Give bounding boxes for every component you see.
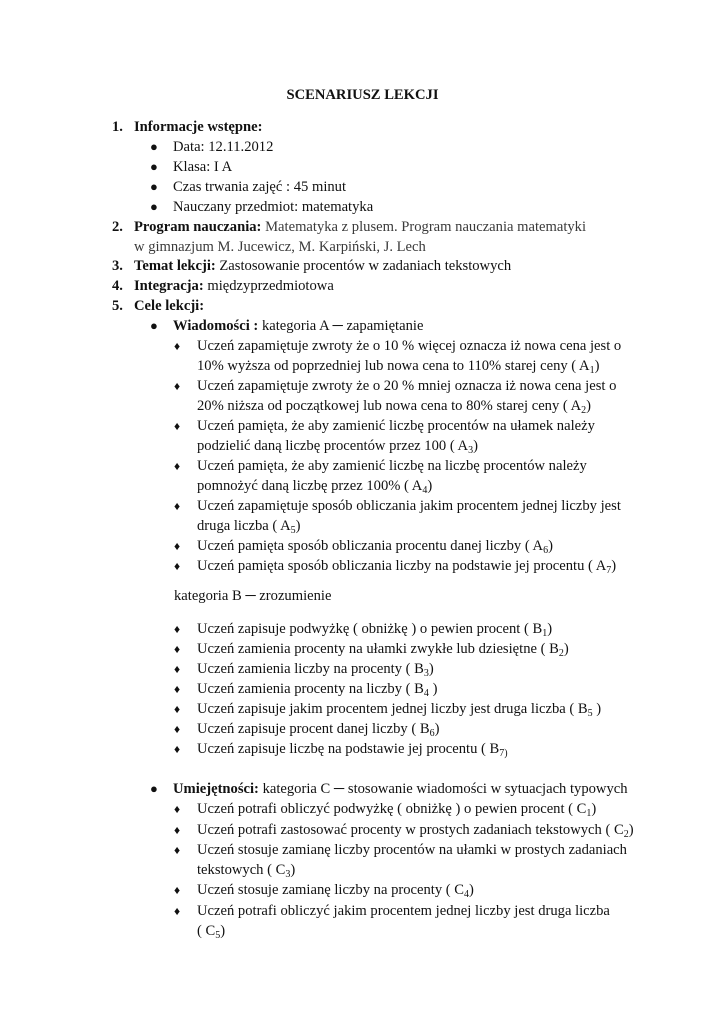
bullet-icon: ●: [150, 139, 158, 154]
diamond-bullet-icon: ♦: [174, 802, 181, 816]
list-item-text: Uczeń zamienia procenty na ułamki zwykłe lub dziesiętne ( B: [197, 641, 559, 657]
section-heading: Integracja:: [134, 278, 204, 294]
list-item-text: Uczeń pamięta, że aby zamienić liczbę na liczbę procentów należy: [197, 458, 587, 474]
list-item-text: Uczeń zapamiętuje zwroty że o 20 % mniej oznacza iż nowa cena jest o: [197, 378, 617, 394]
section-3: [112, 256, 511, 276]
subscript: 4: [464, 889, 470, 900]
list-item-tail: ): [220, 923, 226, 939]
list-item-text: Uczeń stosuje zamianę liczby procentów na ułamki w prostych zadaniach: [197, 842, 627, 858]
subscript: 7: [606, 565, 612, 576]
subscript: 6: [543, 545, 549, 556]
bullet-icon: ●: [150, 318, 158, 333]
section-text: Zastosowanie procentów w zadaniach tekstowych: [219, 258, 512, 274]
list-item-text: Uczeń stosuje zamianę liczby na procenty ( C: [197, 882, 465, 898]
page-title: SCENARIUSZ LEKCJI: [286, 87, 439, 103]
diamond-bullet-icon: ♦: [174, 722, 181, 736]
category-b-label: kategoria B ─ zrozumienie: [174, 588, 332, 604]
info-item-text: Nauczany przedmiot: matematyka: [173, 199, 374, 215]
list-item-tail: ): [594, 358, 600, 374]
subscript: 1: [542, 628, 548, 639]
list-item-tail: ): [428, 681, 438, 697]
section-number: 1.: [112, 119, 123, 135]
subscript: 6: [429, 728, 435, 739]
list-item-tail: ): [427, 478, 433, 494]
subscript: 4: [423, 688, 429, 699]
list-item-tail: ): [428, 661, 434, 677]
diamond-bullet-icon: ♦: [174, 843, 181, 857]
goal-group-label: Wiadomości :: [173, 318, 259, 334]
list-item-tail: ): [548, 538, 553, 554]
section-number: 2.: [112, 219, 123, 235]
list-item-text: Uczeń pamięta sposób obliczania procentu danej liczby ( A: [197, 538, 544, 554]
section-number: 3.: [112, 258, 123, 274]
diamond-bullet-icon: ♦: [174, 459, 181, 473]
list-item-tail: ): [434, 721, 440, 737]
section-2: [112, 217, 586, 237]
section-number: 5.: [112, 298, 123, 314]
section-heading: Informacje wstępne:: [134, 119, 263, 135]
section-5: [112, 296, 204, 316]
list-item-text: 10% wyższa od poprzedniej lub nowa cena to 110% starej ceny ( A: [197, 358, 590, 374]
list-item-tail: ): [592, 701, 602, 717]
diamond-bullet-icon: ♦: [174, 339, 181, 353]
bullet-icon: ●: [150, 781, 158, 796]
diamond-bullet-icon: ♦: [174, 662, 181, 676]
section-1: [112, 117, 262, 137]
list-item-tail: ): [547, 621, 553, 637]
list-item-text: Uczeń pamięta, że aby zamienić liczbę procentów na ułamek należy: [197, 418, 595, 434]
section-heading: Temat lekcji:: [134, 258, 216, 274]
list-item-text: Uczeń zapamiętuje zwroty że o 10 % więcej oznacza iż nowa cena jest o: [197, 338, 622, 354]
section-4: [112, 276, 334, 296]
info-item-text: Klasa: I A: [173, 159, 233, 175]
diamond-bullet-icon: ♦: [174, 904, 181, 918]
subscript: 4: [422, 485, 428, 496]
list-item-text: podzielić daną liczbę procentów przez 100 ( A: [197, 438, 469, 454]
section-heading: Cele lekcji:: [134, 298, 205, 314]
subscript: 1: [586, 808, 592, 819]
info-item-text: Data: 12.11.2012: [173, 139, 274, 155]
section-number: 4.: [112, 278, 123, 294]
list-item-text: pomnożyć daną liczbę przez 100% ( A: [197, 478, 423, 494]
list-item-text: Uczeń zapamiętuje sposób obliczania jakim procentem jednej liczby jest: [197, 498, 621, 514]
list-item-tail: ): [469, 882, 474, 898]
section-text-continued: w gimnazjum M. Jucewicz, M. Karpiński, J. Lech: [134, 239, 426, 255]
list-item-text: Uczeń zapisuje procent danej liczby ( B: [197, 721, 430, 737]
list-item-text: Uczeń potrafi zastosować procenty w prostych zadaniach tekstowych ( C: [197, 822, 624, 838]
list-item-text: tekstowych ( C: [197, 862, 286, 878]
list-item-text: Uczeń zapisuje jakim procentem jednej liczby jest druga liczba ( B: [197, 701, 588, 717]
diamond-bullet-icon: ♦: [174, 742, 181, 756]
list-item-tail: ): [295, 518, 301, 534]
subscript: 5: [290, 525, 296, 536]
list-item-text: Uczeń zapisuje podwyżkę ( obniżkę ) o pewien procent ( B: [197, 621, 543, 637]
goal-group-label: Umiejętności:: [173, 781, 259, 797]
diamond-bullet-icon: ♦: [174, 642, 181, 656]
diamond-bullet-icon: ♦: [174, 823, 181, 837]
section-heading: Program nauczania:: [134, 219, 262, 235]
info-item-text: Czas trwania zajęć : 45 minut: [173, 179, 347, 195]
subscript: 3: [285, 869, 291, 880]
list-item-text: Uczeń pamięta sposób obliczania liczby na podstawie jej procentu ( A: [197, 558, 607, 574]
goal-group-category: kategoria A ─ zapamiętanie: [261, 318, 424, 334]
list-item-text: Uczeń potrafi obliczyć jakim procentem jednej liczby jest druga liczba: [197, 903, 610, 919]
diamond-bullet-icon: ♦: [174, 622, 181, 636]
diamond-bullet-icon: ♦: [174, 883, 181, 897]
list-item-tail: ): [473, 438, 478, 454]
list-item-tail: ): [611, 558, 617, 574]
bullet-icon: ●: [150, 159, 158, 174]
diamond-bullet-icon: ♦: [174, 702, 181, 716]
diamond-bullet-icon: ♦: [174, 539, 181, 553]
diamond-bullet-icon: ♦: [174, 419, 181, 433]
subscript: 1: [589, 365, 595, 376]
list-item-text: 20% niższa od początkowej lub nowa cena to 80% starej ceny ( A: [197, 398, 582, 414]
diamond-bullet-icon: ♦: [174, 682, 181, 696]
subscript: 3: [423, 668, 429, 679]
subscript: 5: [587, 708, 593, 719]
list-item-text: druga liczba ( A: [197, 518, 291, 534]
subscript: 7): [499, 748, 508, 759]
subscript: 5: [215, 930, 221, 941]
list-item-tail: ): [290, 862, 296, 878]
section-text: Matematyka z plusem. Program nauczania matematyki: [265, 219, 587, 235]
bullet-icon: ●: [150, 199, 158, 214]
diamond-bullet-icon: ♦: [174, 499, 181, 513]
list-item-text: Uczeń zamienia liczby na procenty ( B: [197, 661, 424, 677]
subscript: 2: [581, 405, 587, 416]
subscript: 2: [558, 648, 564, 659]
section-text: międzyprzedmiotowa: [207, 278, 334, 294]
diamond-bullet-icon: ♦: [174, 559, 181, 573]
list-item-text: Uczeń potrafi obliczyć podwyżkę ( obniżkę ) o pewien procent ( C: [197, 801, 587, 817]
list-item-text: Uczeń zapisuje liczbę na podstawie jej procentu ( B: [197, 741, 500, 757]
goal-group-category: kategoria C ─ stosowanie wiadomości w sytuacjach typowych: [262, 781, 628, 797]
list-item-text: ( C: [197, 923, 216, 939]
subscript: 2: [623, 829, 629, 840]
list-item-tail: ): [586, 398, 592, 414]
list-item-tail: ): [591, 801, 597, 817]
list-item-tail: ): [628, 822, 634, 838]
bullet-icon: ●: [150, 179, 158, 194]
list-item-tail: ): [563, 641, 569, 657]
diamond-bullet-icon: ♦: [174, 379, 181, 393]
subscript: 3: [468, 445, 474, 456]
list-item-text: Uczeń zamienia procenty na liczby ( B: [197, 681, 424, 697]
